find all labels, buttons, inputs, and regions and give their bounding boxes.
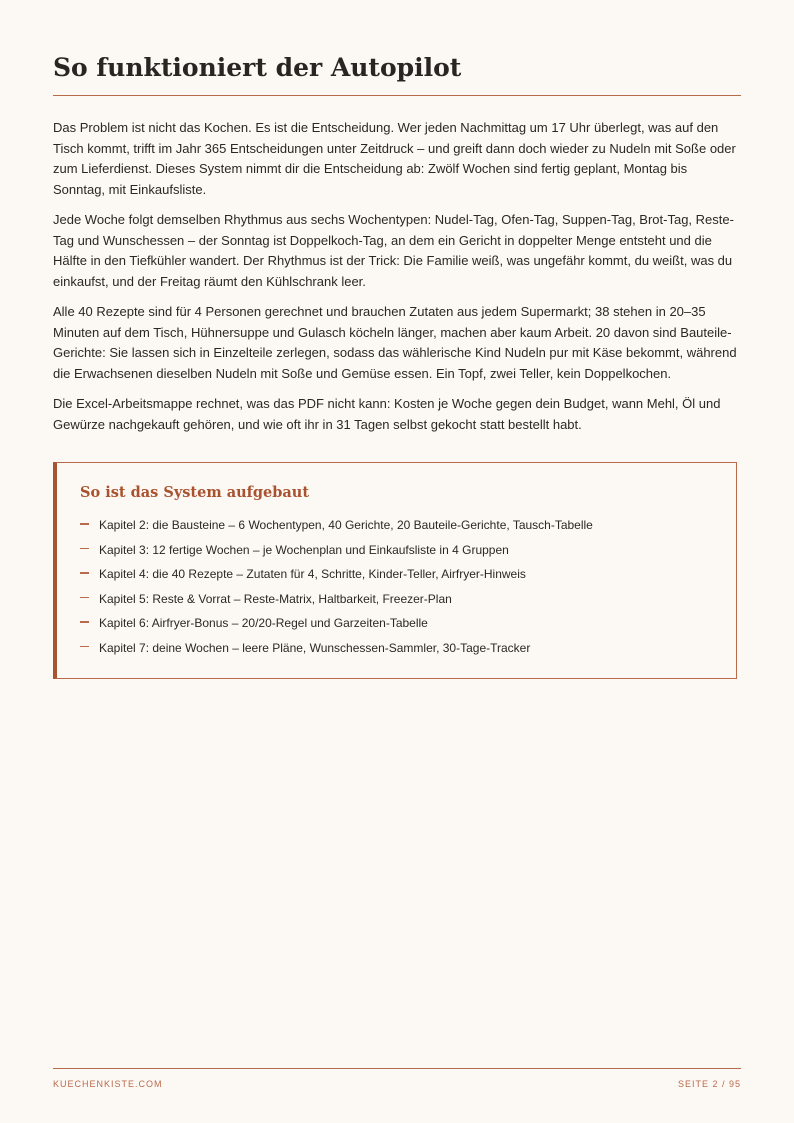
dash-bullet-icon bbox=[80, 572, 89, 574]
page-title: So funktioniert der Autopilot bbox=[53, 53, 462, 82]
paragraph: Jede Woche folgt demselben Rhythmus aus sechs Wochentypen: Nudel-Tag, Ofen-Tag, Suppen-Tag, Brot-Tag, Reste-Tag und Wunschessen – der Sonntag ist Doppelkoch-Tag, an dem ein Gericht in doppelter Menge entsteht und die Hälfte in den Tiefkühler wandert. Der Rhythmus ist der Trick: Die Familie weiß, was ungefähr kommt, du weißt, was du einkaufst, und der Freitag räumt den Kühlschrank leer. bbox=[53, 212, 734, 289]
paragraph: Alle 40 Rezepte sind für 4 Personen gerechnet und brauchen Zutaten aus jedem Supermarkt; 38 stehen in 20–35 Minuten auf dem Tisch, Hühnersuppe und Gulasch köcheln länger, machen aber kaum Arbeit. 20 davon sind Bauteile-Gerichte: Sie lassen sich in Einzelteile zerlegen, sodass das wählerische Kind Nudeln pur mit Käse bekommt, während die Erwachsenen dieselben Nudeln mit Soße und Gemüse essen. Ein Topf, zwei Teller, kein Doppelkochen. bbox=[53, 304, 737, 381]
list-item bbox=[80, 587, 720, 612]
chapter-label: Kapitel 7: deine Wochen – leere Pläne, Wunschessen-Sammler, 30-Tage-Tracker bbox=[99, 640, 531, 655]
chapter-label: Kapitel 4: die 40 Rezepte – Zutaten für 4, Schritte, Kinder-Teller, Airfryer-Hinweis bbox=[99, 567, 526, 581]
dash-bullet-icon bbox=[80, 646, 89, 648]
chapter-label: Kapitel 3: 12 fertige Wochen – je Wochenplan und Einkaufsliste in 4 Gruppen bbox=[99, 542, 509, 557]
list-item bbox=[80, 562, 720, 587]
list-item bbox=[80, 636, 720, 661]
system-overview-callout bbox=[53, 462, 737, 679]
body-text bbox=[53, 118, 741, 445]
list-item bbox=[80, 538, 720, 563]
footer-page-number: SEITE 2 / 95 bbox=[677, 1079, 741, 1089]
footer-site: KUECHENKISTE.COM bbox=[53, 1079, 163, 1089]
paragraph: Die Excel-Arbeitsmappe rechnet, was das PDF nicht kann: Kosten je Woche gegen dein Budget, wann Mehl, Öl und Gewürze nachgekauft gehören, und wie oft ihr in 31 Tagen selbst gekocht statt bestellt habt. bbox=[53, 396, 721, 432]
footer-divider bbox=[53, 1068, 741, 1069]
callout-title: So ist das System aufgebaut bbox=[80, 484, 310, 501]
chapter-list bbox=[80, 513, 720, 660]
chapter-label: Kapitel 5: Reste & Vorrat – Reste-Matrix, Haltbarkeit, Freezer-Plan bbox=[99, 591, 452, 606]
list-item bbox=[80, 611, 720, 636]
dash-bullet-icon bbox=[80, 597, 89, 599]
paragraph: Das Problem ist nicht das Kochen. Es ist die Entscheidung. Wer jeden Nachmittag um 17 Uhr überlegt, was auf den Tisch kommt, trifft im Jahr 365 Entscheidungen unter Zeitdruck – und greift dann doch wieder zu Nudeln mit Soße oder zum Lieferdienst. Dieses System nimmt dir die Entscheidung ab: Zwölf Wochen sind fertig geplant, Montag bis Sonntag, mit Einkaufsliste. bbox=[53, 120, 736, 197]
dash-bullet-icon bbox=[80, 621, 89, 623]
list-item bbox=[80, 513, 720, 538]
dash-bullet-icon bbox=[80, 548, 89, 550]
chapter-label: Kapitel 2: die Bausteine – 6 Wochentypen, 40 Gerichte, 20 Bauteile-Gerichte, Tausch-Tabelle bbox=[99, 518, 593, 532]
chapter-label: Kapitel 6: Airfryer-Bonus – 20/20-Regel und Garzeiten-Tabelle bbox=[99, 616, 428, 630]
title-divider bbox=[53, 95, 741, 96]
dash-bullet-icon bbox=[80, 523, 89, 525]
